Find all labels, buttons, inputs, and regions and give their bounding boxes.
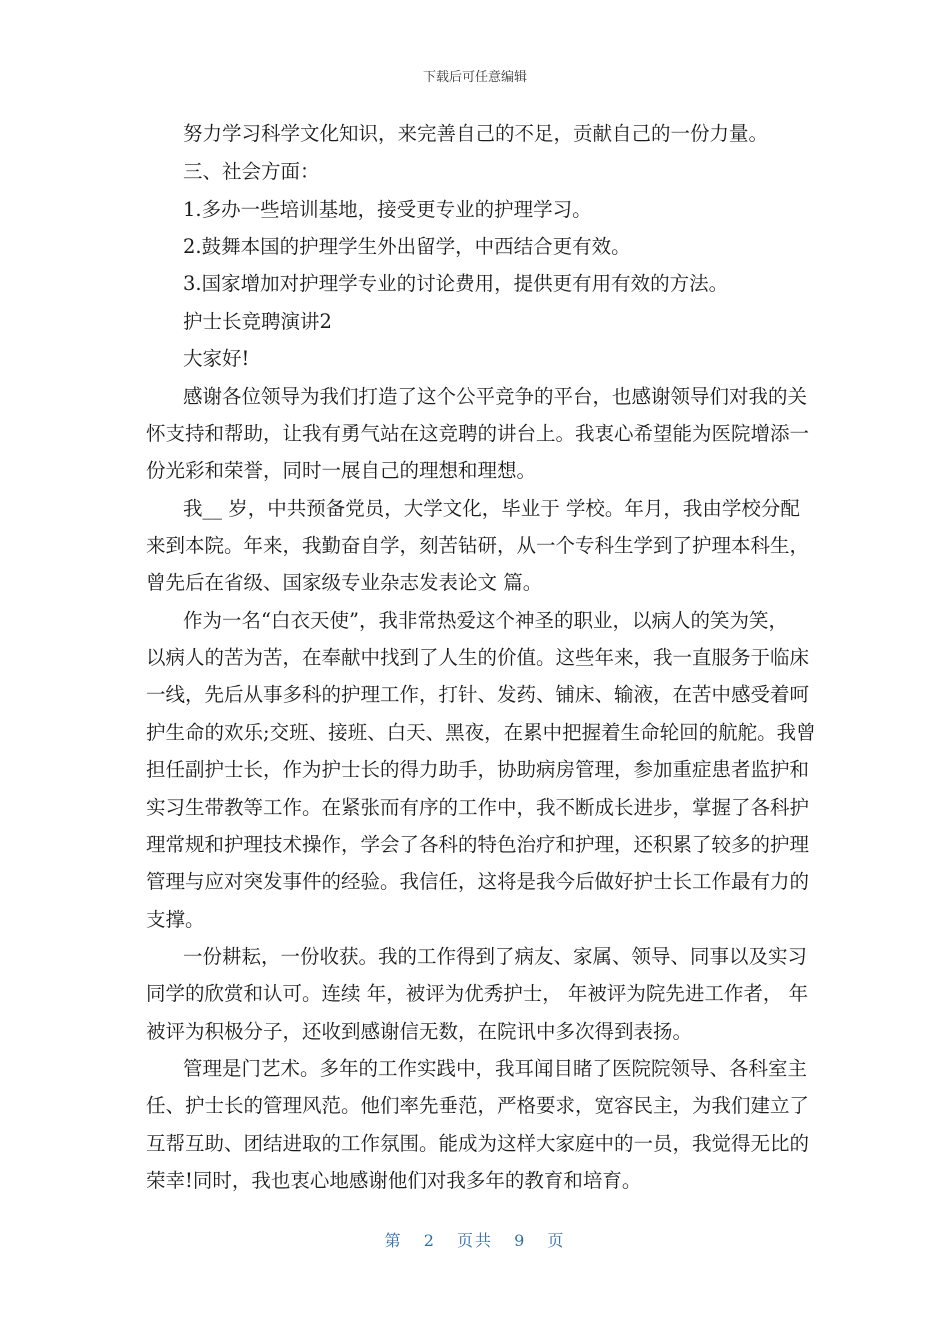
footer-mid: 页共 (456, 1231, 493, 1250)
paragraph-line: 来到本院。年来，我勤奋自学，刻苦钻研，从一个专科生学到了护理本科生， (146, 534, 810, 557)
paragraph-line: 一线，先后从事多科的护理工作，打针、发药、铺床、输液，在苦中感受着呵 (146, 683, 810, 706)
list-item: 3.国家增加对护理学专业的讨论费用，提供更有用有效的方法。 (183, 272, 729, 295)
paragraph-line: 以病人的苦为苦，在奉献中找到了人生的价值。这些年来，我一直服务于临床 (146, 646, 810, 669)
section-heading: 三、社会方面： (183, 160, 320, 183)
paragraph-line: 护生命的欢乐;交班、接班、白天、黑夜，在累中把握着生命轮回的航舵。我曾 (146, 721, 816, 744)
footer-page-number: 2 (423, 1231, 436, 1250)
page-footer (0, 1228, 950, 1251)
list-item: 2.鼓舞本国的护理学生外出留学，中西结合更有效。 (183, 235, 631, 258)
paragraph-line: 实习生带教等工作。在紧张而有序的工作中，我不断成长进步，掌握了各科护 (146, 796, 810, 819)
paragraph-line: 同学的欣赏和认可。连续 年，被评为优秀护士， 年被评为院先进工作者， 年 (146, 982, 809, 1005)
paragraph-line: 怀支持和帮助，让我有勇气站在这竞聘的讲台上。我衷心希望能为医院增添一 (146, 422, 810, 445)
paragraph-line: 被评为积极分子，还收到感谢信无数，在院讯中多次得到表扬。 (146, 1020, 693, 1043)
greeting: 大家好! (183, 347, 250, 370)
footer-total-pages: 9 (514, 1231, 527, 1250)
paragraph-line: 任、护士长的管理风范。他们率先垂范，严格要求，宽容民主，为我们建立了 (146, 1094, 810, 1117)
paragraph-line: 管理与应对突发事件的经验。我信任，这将是我今后做好护士长工作最有力的 (146, 870, 810, 893)
paragraph-line: 管理是门艺术。多年的工作实践中，我耳闻目睹了医院院领导、各科室主 (183, 1057, 808, 1080)
paragraph-line: 作为一名“白衣天使”，我非常热爱这个神圣的职业，以病人的笑为笑， (183, 609, 788, 632)
footer-suffix: 页 (547, 1231, 566, 1250)
page-header: 下载后可任意编辑 (422, 70, 527, 85)
paragraph-line: 一份耕耘，一份收获。我的工作得到了病友、家属、领导、同事以及实习 (183, 945, 808, 968)
paragraph-line: 支撑。 (146, 908, 205, 931)
paragraph-line: 努力学习科学文化知识，来完善自己的不足，贡献自己的一份力量。 (183, 122, 769, 145)
paragraph-line: 荣幸!同时，我也衷心地感谢他们对我多年的教育和培育。 (146, 1169, 642, 1192)
paragraph-line: 曾先后在省级、国家级专业杂志发表论文 篇。 (146, 571, 543, 594)
paragraph-line: 我__ 岁，中共预备党员，大学文化，毕业于 学校。年月，我由学校分配 (183, 497, 800, 520)
paragraph-line: 感谢各位领导为我们打造了这个公平竞争的平台，也感谢领导们对我的关 (183, 385, 808, 408)
list-item: 1.多办一些培训基地，接受更专业的护理学习。 (183, 198, 592, 221)
paragraph-line: 担任副护士长，作为护士长的得力助手，协助病房管理，参加重症患者监护和 (146, 758, 810, 781)
speech-title: 护士长竞聘演讲2 (183, 310, 332, 333)
paragraph-line: 互帮互助、团结进取的工作氛围。能成为这样大家庭中的一员，我觉得无比的 (146, 1132, 810, 1155)
paragraph-line: 理常规和护理技术操作，学会了各科的特色治疗和护理，还积累了较多的护理 (146, 833, 810, 856)
paragraph-line: 份光彩和荣誉，同时一展自己的理想和理想。 (146, 459, 537, 482)
footer-prefix: 第 (384, 1231, 403, 1250)
